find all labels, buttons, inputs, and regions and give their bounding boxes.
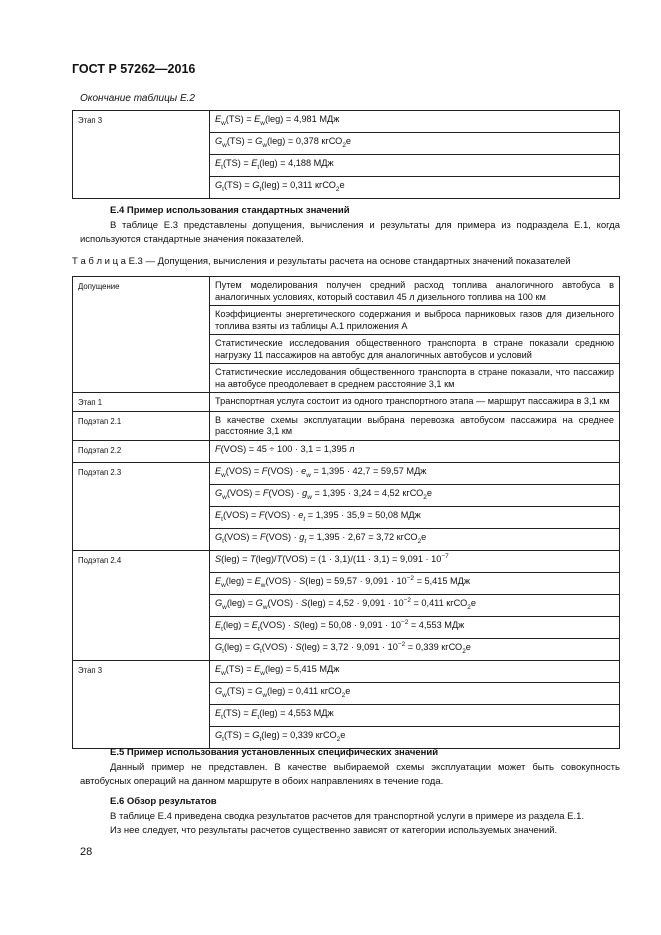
formula (210, 704, 620, 726)
sub21-label: Подэтап 2.1 (73, 411, 210, 440)
stage1-text: Транспортная услуга состоит из одного транспортного этапа — маршрут пассажира в 3,1 км (210, 393, 620, 412)
table-e3-caption: Т а б л и ц а Е.3 — Допущения, вычисления и результаты расчета на основе стандартных значений показателей (72, 256, 571, 267)
formula-text: $E_t(leg) = E_t(VOS) \cdot S(leg) = 50,08 \cdot 9,091 \cdot 10^{-2} = 4,553$ МДж (215, 618, 465, 633)
formula-text: $E_w(TS) = E_w(leg) = 5,415$ МДж (215, 663, 340, 677)
formula (210, 572, 620, 594)
formula-text: $E_w(TS) = E_w(leg) = 4,981$ МДж (215, 114, 340, 127)
assumption-cell: Путем моделирования получен средний расход топлива аналогичного автобуса в аналогичных условиях, который составил 45 л дизельного топлива на 100 км (210, 277, 620, 306)
page-number: 28 (80, 846, 93, 858)
document-header: ГОСТ Р 57262—2016 (72, 62, 196, 76)
formula-text: $E_w(leg) = E_w(VOS) \cdot S(leg) = 59,57 \cdot 9,091 \cdot 10^{-2} = 5,415$ МДж (215, 574, 471, 589)
formula-text: $S(leg) = T(leg)/T(VOS) = (1 \cdot 3,1)/(11 \cdot 3,1) = 9,091 \cdot 10^{-7}$ (215, 552, 449, 564)
stage1-label: Этап 1 (73, 393, 210, 412)
formula (210, 726, 620, 748)
formula (210, 462, 620, 484)
formula (210, 528, 620, 550)
formula-text: $G_w(VOS) = F(VOS) \cdot g_w = 1,395 \cdot 3,24 = 4,52$ кгСО$_2$е (215, 487, 432, 501)
formula (210, 638, 620, 660)
section-e6-paragraph-2: Из нее следует, что результаты расчетов существенно зависят от категории используемых значений. (110, 825, 558, 836)
formula-text: $G_w(TS) = G_w(leg) = 0,411$ кгСО$_2$е (215, 685, 351, 699)
sub22-label: Подэтап 2.2 (73, 440, 210, 462)
section-e6-title: Е.6 Обзор результатов (110, 796, 217, 807)
formula-text: $E_t(TS) = E_t(leg) = 4,553$ МДж (215, 707, 334, 721)
formula-text: $G_w(leg) = G_w(VOS) \cdot S(leg) = 4,52 \cdot 9,091 \cdot 10^{-2} = 0,411$ кгСО$_2$е (215, 596, 476, 611)
section-e5-title: Е.5 Пример использования установленных специфических значений (110, 747, 439, 758)
formula-text: $G_t(leg) = G_t(VOS) \cdot S(leg) = 3,72 \cdot 9,091 \cdot 10^{-2} = 0,339$ кгСО$_2$е (215, 640, 471, 655)
sub24-label: Подэтап 2.4 (73, 550, 210, 660)
formula-text: $G_t(TS) = G_t(leg) = 0,339$ кгСО$_2$е (215, 729, 346, 743)
section-e4-title: Е.4 Пример использования стандартных значений (110, 205, 350, 216)
sub21-text: В качестве схемы эксплуатации выбрана перевозка автобусом пассажира на среднее расстояние 3,1 км (210, 411, 620, 440)
sub23-label: Подэтап 2.3 (73, 462, 210, 550)
table-e3 (72, 276, 620, 749)
assumption-label: Допущение (73, 277, 210, 393)
formula (210, 177, 620, 199)
assumption-cell: Коэффициенты энергетического содержания и выброса парниковых газов для дизельного топлива взяты из таблицы А.1 приложения А (210, 306, 620, 335)
formula (210, 594, 620, 616)
section-e4-paragraph: В таблице Е.3 представлены допущения, вычисления и результаты для примера из подраздела Е.1, когда используются стандартные значения показателей. (80, 220, 620, 245)
stage-label: Этап 3 (73, 111, 210, 199)
assumption-cell: Статистические исследования общественного транспорта в стране показали среднюю нагрузку 11 пассажиров на автобус для аналогичных автобусов и условий (210, 335, 620, 364)
table-e2-end (72, 110, 620, 199)
formula (210, 155, 620, 177)
formula (210, 550, 620, 572)
formula (210, 440, 620, 462)
formula (210, 133, 620, 155)
formula (210, 111, 620, 133)
section-e5-paragraph: Данный пример не представлен. В качестве выбираемой схемы эксплуатации может быть совокупность автобусных операций на данном маршруте в обоих направлениях в течение года. (80, 762, 620, 787)
formula-text: $G_t(TS) = G_t(leg) = 0,311$ кгСО$_2$е (215, 180, 345, 193)
formula-text: $E_t(TS) = E_t(leg) = 4,188$ МДж (215, 158, 334, 171)
formula (210, 682, 620, 704)
table-continuation-caption: Окончание таблицы Е.2 (80, 93, 195, 104)
section-e6-paragraph-1: В таблице Е.4 приведена сводка результатов расчетов для транспортной услуги в примере из раздела Е.1. (110, 811, 585, 822)
formula (210, 616, 620, 638)
formula-text: F(VOS) = 45 ÷ 100 · 3,1 = 1,395 л (215, 443, 355, 454)
stage3-label: Этап 3 (73, 660, 210, 748)
formula (210, 506, 620, 528)
assumption-cell: Статистические исследования общественного транспорта в стране показали, что пассажир на автобусе преодолевает в среднем расстояние 3,1 км (210, 364, 620, 393)
formula (210, 660, 620, 682)
formula (210, 484, 620, 506)
formula-text: $E_w(VOS) = F(VOS) \cdot e_w = 1,395 \cdot 42,7 = 59,57$ МДж (215, 465, 427, 479)
formula-text: $G_w(TS) = G_w(leg) = 0,378$ кгСО$_2$е (215, 136, 352, 149)
formula-text: $E_t(VOS) = F(VOS) \cdot e_t = 1,395 \cdot 35,9 = 50,08$ МДж (215, 509, 421, 523)
formula-text: $G_t(VOS) = F(VOS) \cdot g_t = 1,395 \cdot 2,67 = 3,72$ кгСО$_2$е (215, 531, 427, 545)
